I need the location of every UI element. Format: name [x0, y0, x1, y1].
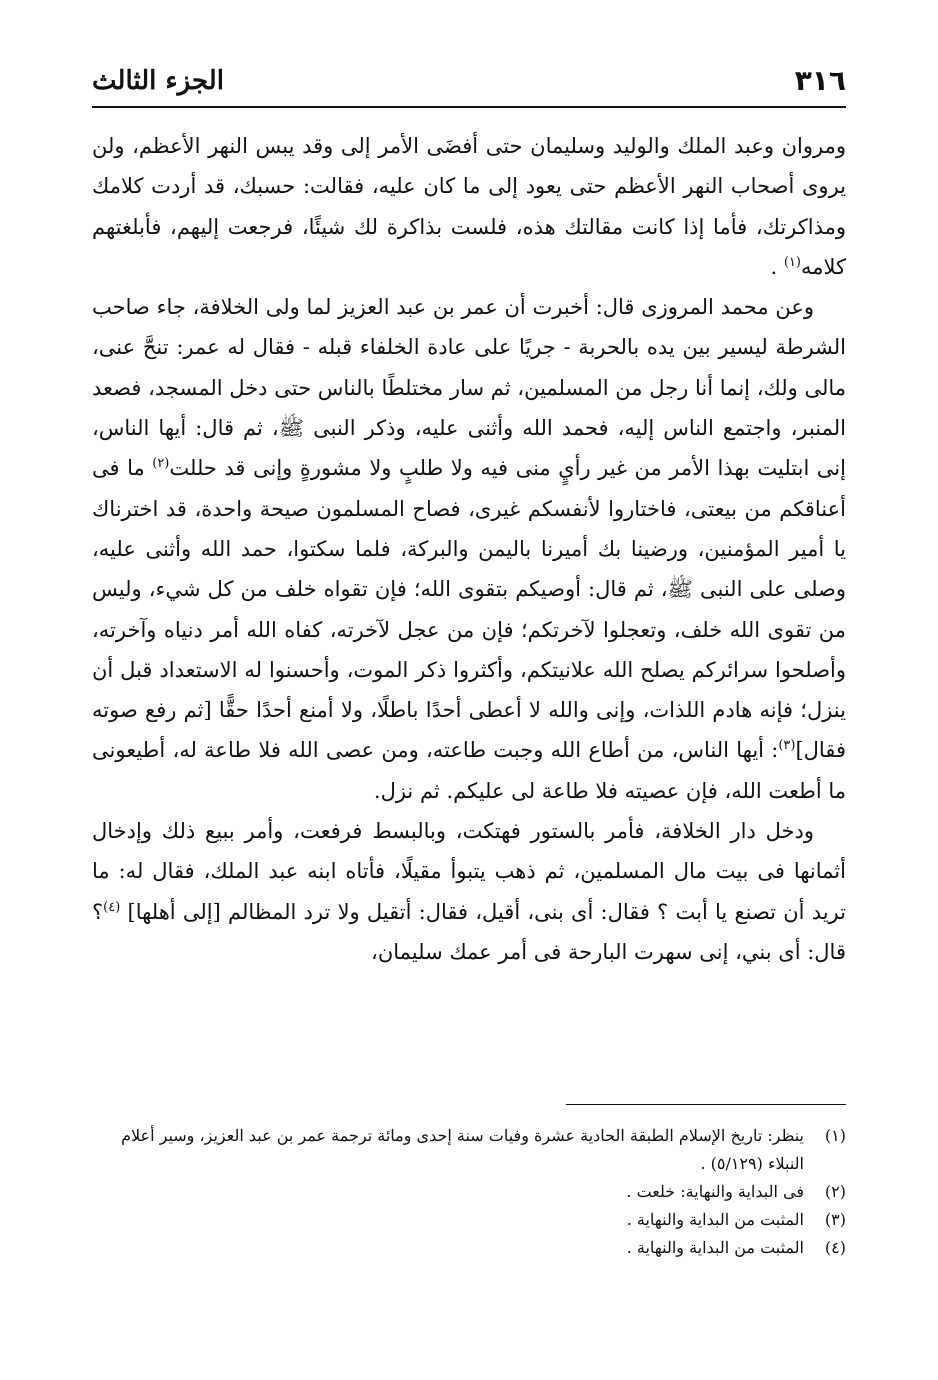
page-header	[92, 62, 846, 106]
running-title: الجزء الثالث	[92, 66, 224, 96]
footnote-ref-3: (٣)	[778, 738, 796, 754]
paragraph-1-text: ومروان وعبد الملك والوليد وسليمان حتى أفضَى الأمر إلى وقد يبس النهر الأعظم، ولن يروى أصحاب النهر الأعظم حتى يعود إلى ما كان عليه، فقالت: حسبك، قد أردت كلامك ومذاكرتك، فأما إذا كانت مقالتك هذه، فلست بذاكرة لك شيئًا، فرجعت إليهم، فأبلغتهم كلامه	[92, 134, 846, 279]
footnote-number: (١)	[824, 1126, 846, 1145]
footnote	[92, 1122, 846, 1178]
footnote-text: ينظر: تاريخ الإسلام الطبقة الحادية عشرة وفيات سنة إحدى ومائة ترجمة عمر بن عبد العزيز، وسير أعلام النبلاء (٥/١٢٩) .	[121, 1126, 804, 1173]
paragraph-2-text: وعن محمد المروزى قال: أخبرت أن عمر بن عبد العزيز لما ولى الخلافة، جاء صاحب الشرطة ليسير بين يده بالحربة - جريًا على عادة الخلفاء قبله - فقال له عمر: تنحَّ عنى، مالى ولك، إنما أنا رجل من المسلمين، ثم سار مختلطًا بالناس حتى دخل المسجد، فصعد المنبر، واجتمع الناس إليه، فحمد الله وأثنى عليه، وذكر النبى ﷺ، ثم قال: أيها الناس، إنى ابتليت بهذا الأمر من غير رأيٍ منى فيه ولا طلبٍ ولا مشورةٍ وإنى قد حللت	[92, 295, 846, 481]
paragraph-1-end: .	[770, 254, 784, 279]
footnote-text: المثبت من البداية والنهاية .	[626, 1238, 804, 1257]
footnote-number: (٣)	[824, 1210, 846, 1229]
paragraph-3	[92, 811, 846, 972]
footnote	[92, 1178, 846, 1206]
footnote	[92, 1206, 846, 1234]
paragraph-2-end: : أيها الناس، من أطاع الله وجبت طاعته، ومن عصى الله فلا طاعة له، أطيعونى ما أطعت الله، فإن عصيته فلا طاعة لى عليكم. ثم نزل.	[92, 738, 846, 803]
footnote-number: (٢)	[824, 1182, 846, 1201]
footnote-divider	[566, 1104, 846, 1105]
footnote-number: (٤)	[824, 1238, 846, 1257]
paragraph-2-middle: ما فى أعناقكم من بيعتى، فاختاروا لأنفسكم غيرى، فصاح المسلمون صيحة واحدة، قد اخترناك يا أمير المؤمنين، ورضينا بك أميرنا باليمن والبركة، فلما سكتوا، حمد الله وأثنى عليه، وصلى على النبى ﷺ، ثم قال: أوصيكم بتقوى الله؛ فإن تقواه خلف من كل شيء، وليس من تقوى الله خلف، وتعجلوا لآخرتكم؛ فإن من عجل لآخرته، كفاه الله أمر دنياه وآخرته، وأصلحوا سرائركم يصلح الله علانيتكم، وأكثروا ذكر الموت، وأحسنوا له الاستعداد قبل أن ينزل؛ فإنه هادم اللذات، وإنى والله لا أعطى أحدًا باطلًا، ولا أمنع أحدًا حقًّا [ثم رفع صوته فقال]	[92, 456, 846, 763]
footnote-ref-2: (٢)	[152, 456, 170, 472]
paragraph-2	[92, 287, 846, 811]
header-divider	[92, 106, 846, 108]
page-number: ٣١٦	[794, 64, 846, 97]
paragraph-3-end: ؟ قال: أى بني، إنى سهرت البارحة فى أمر عمك سليمان،	[92, 899, 846, 964]
footnote-ref-1: (١)	[783, 254, 801, 270]
footnote	[92, 1234, 846, 1262]
footnote-ref-4: (٤)	[103, 899, 121, 915]
footnotes	[92, 1122, 846, 1262]
main-text	[92, 126, 846, 972]
footnote-text: المثبت من البداية والنهاية .	[626, 1210, 804, 1229]
footnote-text: فى البداية والنهاية: خلعت .	[626, 1182, 804, 1201]
paragraph-3-text: ودخل دار الخلافة، فأمر بالستور فهتكت، وبالبسط فرفعت، وأمر ببيع ذلك وإدخال أثمانها فى بيت مال المسلمين، ثم ذهب يتبوأ مقيلًا، فأتاه ابنه عبد الملك، فقال له: ما تريد أن تصنع يا أبت ؟ فقال: أى بنى، أقيل، فقال: أتقيل ولا ترد المظالم [إلى أهلها]	[92, 819, 846, 924]
paragraph-1	[92, 126, 846, 287]
